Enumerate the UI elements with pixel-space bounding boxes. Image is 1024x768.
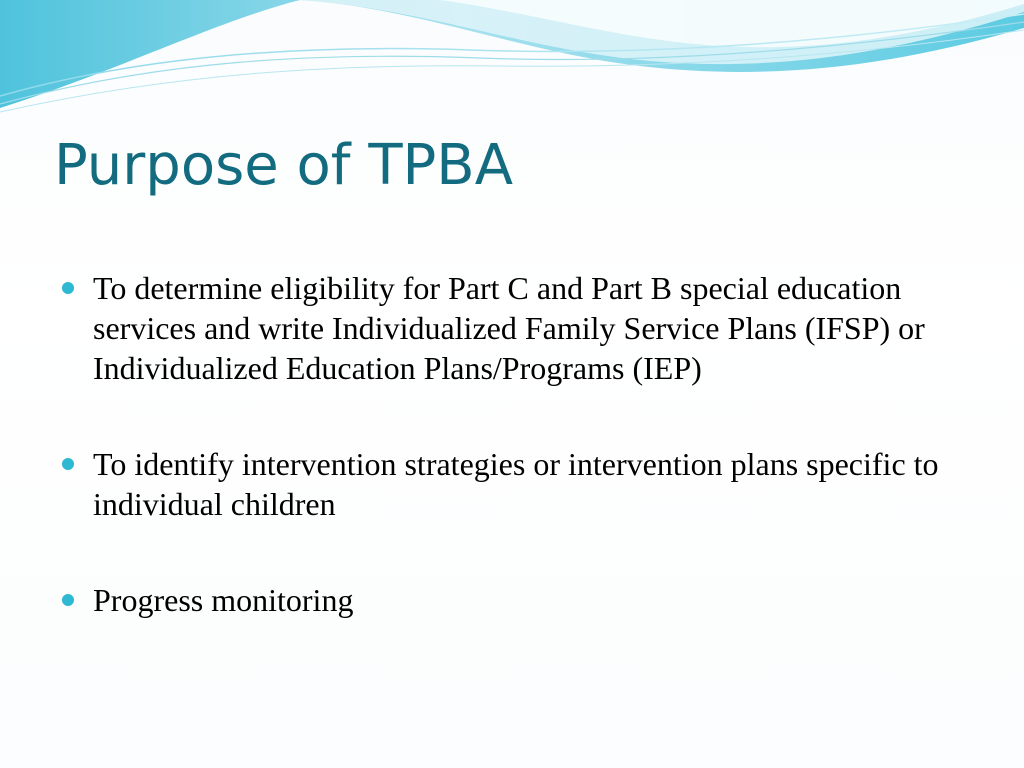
bullet-text: Progress monitoring — [93, 582, 354, 618]
bullet-text: To determine eligibility for Part C and Part B special education services and write Individualized Family Service Plans (IFSP) or Individualized Education Plans/Programs (IEP) — [93, 270, 925, 386]
bullet-item-intervention — [62, 444, 942, 524]
slide-title: Purpose of TPBA — [54, 133, 514, 198]
bullet-item-eligibility — [62, 268, 942, 388]
bullet-dot-icon — [62, 458, 74, 470]
bullet-dot-icon — [62, 282, 74, 294]
header-wave-decoration — [0, 0, 1024, 130]
bullet-list — [62, 268, 942, 620]
bullet-text: To identify intervention strategies or intervention plans specific to individual children — [93, 446, 939, 522]
bullet-dot-icon — [62, 594, 74, 606]
bullet-item-progress — [62, 580, 942, 620]
